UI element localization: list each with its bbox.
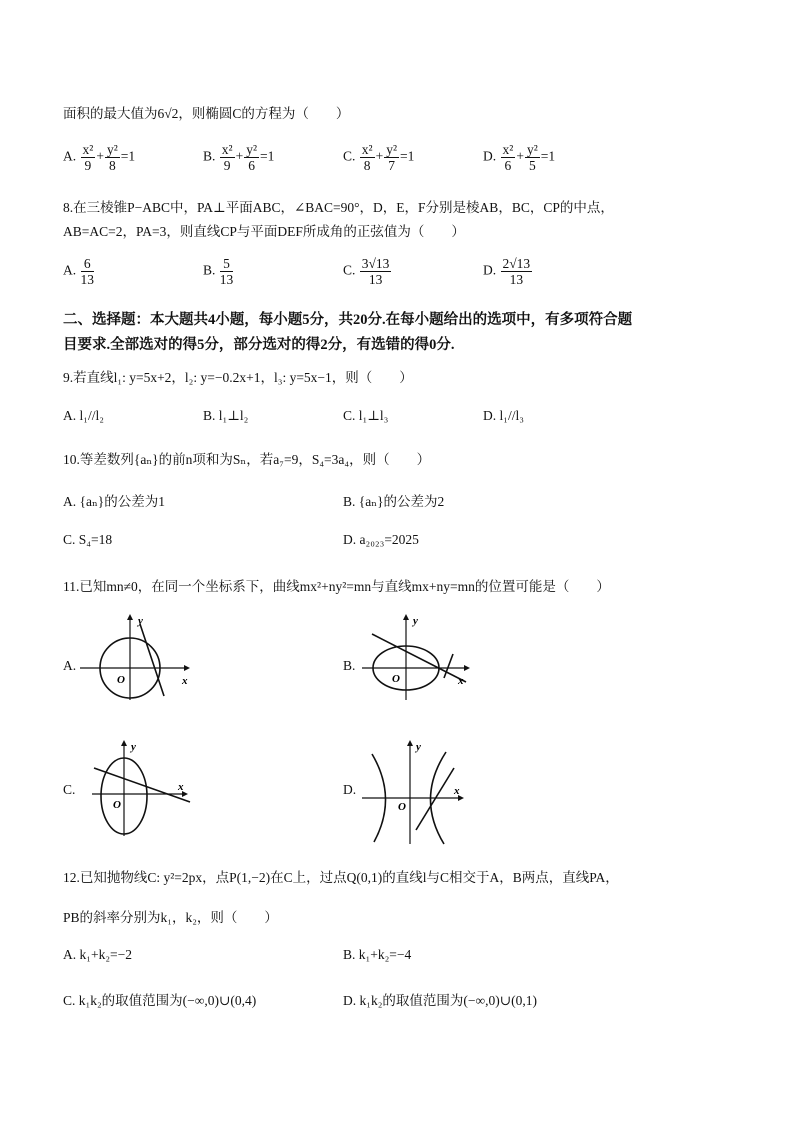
frac-den: 7 bbox=[388, 158, 395, 173]
option-label: D. bbox=[483, 148, 497, 164]
origin-label: O bbox=[113, 799, 121, 811]
frac-num: x² bbox=[221, 142, 233, 157]
q8-option-a bbox=[63, 256, 95, 287]
q7-option-b: B. $\frac{\text{x²}}{9}$ + $\frac{\text{y²}}{6}$ =1 bbox=[203, 142, 275, 173]
q12-stem-line1: 12.已知抛物线C: y²=2px，点P(1,−2)在C上，过点Q(0,1)的直线l与C相交于A，B两点，直线PA， bbox=[63, 870, 619, 885]
frac-den: 13 bbox=[80, 272, 94, 287]
q12-option-d: D. k₁k₂的取值范围为(−∞,0)∪(0,1) bbox=[343, 993, 537, 1008]
option-tail: =1 bbox=[120, 148, 136, 164]
q11-option-c-label: C. bbox=[63, 782, 76, 797]
q11-option-d-label: D. bbox=[343, 782, 357, 797]
q12-stem-line2: PB的斜率分别为k₁，k₂，则（ ） bbox=[63, 910, 278, 925]
frac-num: x² bbox=[82, 142, 94, 157]
frac-num: y² bbox=[526, 142, 538, 157]
section2-heading-line1: 二、选择题：本大题共4小题，每小题5分，共20分.在每小题给出的选项中，有多项符合题 bbox=[63, 312, 633, 328]
q10-option-c: C. S₄=18 bbox=[63, 532, 113, 547]
frac-den: 13 bbox=[509, 272, 524, 287]
option-label: A. bbox=[63, 148, 77, 164]
q9-option-b: B. l₁⊥l₂ bbox=[203, 408, 249, 423]
q9-stem: 9.若直线l₁: y=5x+2，l₂: y=−0.2x+1，l₃: y=5x−1，则（ ） bbox=[63, 370, 413, 385]
axis-y-label: y bbox=[413, 615, 418, 627]
q12-option-c: C. k₁k₂的取值范围为(−∞,0)∪(0,4) bbox=[63, 993, 257, 1008]
frac-den: 13 bbox=[219, 272, 234, 287]
axis-x-label: x bbox=[178, 781, 184, 793]
q11-graph-d bbox=[358, 736, 488, 846]
q10-option-b: B. {aₙ}的公差为2 bbox=[343, 494, 445, 509]
q8-stem-line2: AB=AC=2，PA=3，则直线CP与平面DEF所成角的正弦值为（ ） bbox=[63, 224, 465, 239]
option-label: B. bbox=[203, 262, 216, 278]
axis-x-label: x bbox=[182, 675, 188, 687]
q11-graph-c bbox=[86, 738, 216, 838]
option-tail: =1 bbox=[400, 148, 415, 164]
q10-option-d: D. a₂₀₂₃=2025 bbox=[343, 532, 419, 547]
axis-x-label: x bbox=[458, 675, 464, 687]
axis-y-label: y bbox=[416, 741, 421, 753]
frac-den: 13 bbox=[368, 272, 383, 287]
q10-stem: 10.等差数列{aₙ}的前n项和为Sₙ，若a₇=9，S₄=3a₄，则（ ） bbox=[63, 452, 431, 467]
origin-label: O bbox=[117, 674, 125, 686]
frac-num: x² bbox=[502, 142, 514, 157]
frac-den: 5 bbox=[528, 158, 536, 173]
origin-label: O bbox=[398, 801, 406, 813]
q7-stem: 面积的最大值为6√2，则椭圆C的方程为（ ） bbox=[63, 106, 350, 121]
option-label: C. bbox=[343, 262, 356, 278]
q8-option-d bbox=[483, 256, 533, 287]
option-label: C. bbox=[343, 148, 356, 164]
q8-option-b bbox=[203, 256, 234, 287]
q10-option-a: A. {aₙ}的公差为1 bbox=[63, 494, 166, 509]
frac-den: 8 bbox=[363, 158, 371, 173]
frac-num: 6 bbox=[81, 256, 95, 272]
frac-den: 9 bbox=[223, 158, 231, 173]
frac-num: x² bbox=[361, 142, 373, 157]
axis-x-label: x bbox=[454, 785, 460, 797]
option-label: B. bbox=[203, 148, 216, 164]
q9-option-d: D. l₁//l₃ bbox=[483, 408, 524, 423]
frac-den: 8 bbox=[108, 158, 116, 173]
frac-num: 3√13 bbox=[361, 256, 390, 271]
axis-y-label: y bbox=[131, 741, 136, 753]
axis-y-label: y bbox=[138, 615, 143, 627]
frac-num: 5 bbox=[220, 256, 234, 272]
frac-num: 2√13 bbox=[502, 256, 531, 271]
q11-option-a-label: A. bbox=[63, 658, 77, 673]
q8-option-c bbox=[343, 256, 392, 287]
option-tail: =1 bbox=[540, 148, 556, 164]
frac-den: 9 bbox=[84, 158, 92, 173]
frac-den: 6 bbox=[248, 158, 255, 173]
q11-graph-a bbox=[72, 612, 202, 702]
q12-option-b: B. k₁+k₂=−4 bbox=[343, 947, 412, 962]
frac-num: y² bbox=[246, 142, 258, 157]
q8-stem-line1: 8.在三棱锥P−ABC中，PA⊥平面ABC，∠BAC=90°，D，E，F分别是棱AB，BC，CP的中点， bbox=[63, 200, 614, 215]
q11-option-b-label: B. bbox=[343, 658, 356, 673]
frac-num: y² bbox=[386, 142, 398, 157]
option-label: A. bbox=[63, 262, 77, 278]
option-label: D. bbox=[483, 262, 497, 278]
q7-option-c: C. $\frac{\text{x²}}{8}$ + $\frac{\text{y²}}{7}$ =1 bbox=[343, 142, 415, 173]
option-tail: =1 bbox=[260, 148, 275, 164]
q7-option-a: A. $\frac{\text{x²}}{9}$ + $\frac{\text{y²}}{8}$ =1 bbox=[63, 142, 136, 173]
q12-option-a: A. k₁+k₂=−2 bbox=[63, 947, 133, 962]
q11-stem: 11.已知mn≠0，在同一个坐标系下，曲线mx²+ny²=mn与直线mx+ny=mn的位置可能是（ ） bbox=[63, 579, 610, 594]
q11-graph-b bbox=[358, 612, 488, 702]
section2-heading-line2: 目要求.全部选对的得5分，部分选对的得2分，有选错的得0分. bbox=[63, 337, 455, 353]
q7-option-d: D. $\frac{\text{x²}}{6}$ + $\frac{\text{y²}}{5}$ =1 bbox=[483, 142, 556, 173]
frac-num: y² bbox=[106, 142, 118, 157]
q9-option-a: A. l₁//l₂ bbox=[63, 408, 104, 423]
q9-option-c: C. l₁⊥l₃ bbox=[343, 408, 389, 423]
origin-label: O bbox=[392, 673, 400, 685]
frac-den: 6 bbox=[504, 158, 512, 173]
